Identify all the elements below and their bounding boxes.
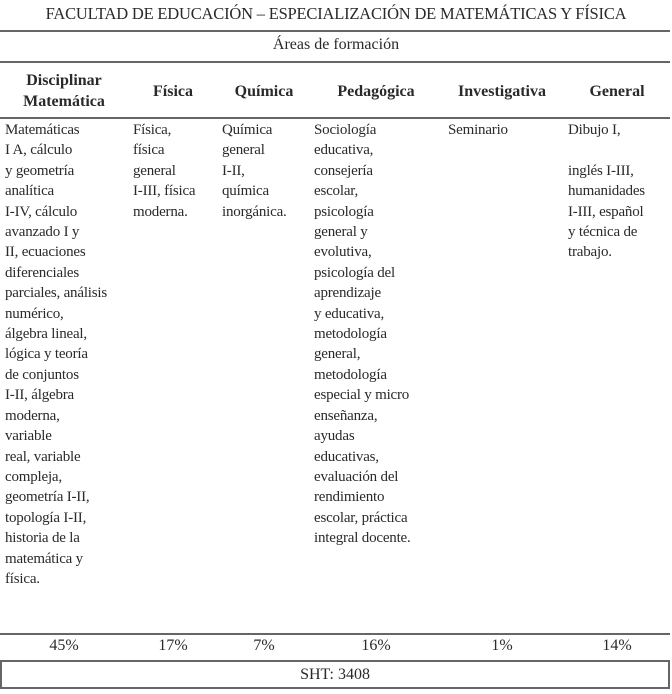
- total-sht: SHT: 3408: [0, 661, 670, 689]
- column-percent-pedagogica: 16%: [361, 637, 391, 654]
- divider: [0, 30, 670, 32]
- column-header-fisica: Física: [153, 82, 193, 100]
- column-content-general: Dibujo I, inglés I-III, humanidades I-III, español y técnica de trabajo.: [568, 122, 645, 261]
- column-content-disciplinar-matematica: Matemáticas I A, cálculo y geometría analítica I-IV, cálculo avanzado I y II, ecuaciones diferenciales parciales, análisis numérico, álgebra lineal, lógica y teoría de conjuntos I-II, álgebra moderna, variable real, variable compleja, geometría I-II, topología I-II, historia de la matemática y física.: [5, 122, 107, 587]
- divider: [0, 117, 670, 119]
- column-header-disciplinar-matematica: Disciplinar Matemática: [23, 72, 105, 110]
- divider: [0, 61, 670, 63]
- column-content-investigativa: Seminario: [448, 122, 508, 138]
- areas-heading: Áreas de formación: [272, 36, 400, 53]
- column-header-pedagogica: Pedagógica: [337, 82, 415, 100]
- column-percent-investigativa: 1%: [491, 637, 513, 654]
- column-content-fisica: Física, física general I-III, física moderna.: [133, 122, 196, 220]
- column-header-quimica: Química: [234, 82, 294, 100]
- table-title: FACULTAD DE EDUCACIÓN – ESPECIALIZACIÓN DE MATEMÁTICAS Y FÍSICA: [45, 4, 627, 23]
- divider: [0, 633, 670, 635]
- column-header-investigativa: Investigativa: [458, 82, 546, 100]
- column-percent-general: 14%: [602, 637, 632, 654]
- column-percent-quimica: 7%: [253, 637, 275, 654]
- column-content-quimica: Química general I-II, química inorgánica.: [222, 122, 287, 220]
- column-content-pedagogica: Sociología educativa, consejería escolar, psicología general y evolutiva, psicología del aprendizaje y educativa, metodología general, metodología especial y micro enseñanza, ayudas educativas, evaluación del rendimiento escolar, práctica integral docente.: [314, 122, 411, 547]
- column-percent-disciplinar-matematica: 45%: [49, 637, 79, 654]
- column-percent-fisica: 17%: [158, 637, 188, 654]
- column-header-general: General: [589, 82, 645, 100]
